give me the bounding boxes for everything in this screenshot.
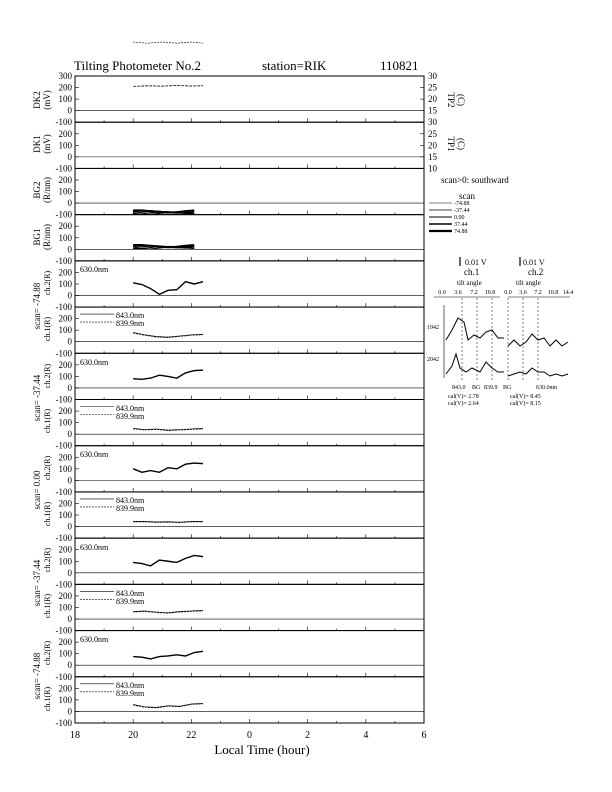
ch1-label-3: ch.1(R) — [43, 501, 52, 527]
bg2-label: BG2 — [32, 181, 42, 199]
panel-1 — [56, 71, 425, 127]
y-tick-label: 0 — [67, 660, 72, 671]
tp-tick-label: 30 — [428, 117, 437, 128]
wl-630-4: 630.0nm — [80, 543, 109, 552]
ch2-label-2: ch.2(R) — [43, 363, 52, 389]
wl-630-1: 630.0nm — [80, 265, 109, 274]
ch2-label-1: ch.2(R) — [43, 270, 52, 296]
panel-frame — [75, 538, 424, 584]
ch1-label-4: ch.1(R) — [43, 593, 52, 619]
wl-839-1: 839.9nm — [116, 319, 145, 328]
scan-legend-title: scan — [459, 191, 475, 201]
scan-legend-label: 74.88 — [454, 229, 468, 235]
y-tick-label: 0 — [67, 429, 72, 440]
panels — [56, 42, 438, 728]
x-tick-label: 2 — [305, 730, 311, 741]
y-tick-label: 0 — [67, 475, 72, 486]
inset-curve — [446, 354, 504, 374]
scan-legend-label: -74.88 — [454, 201, 470, 207]
y-tick-label: 100 — [58, 325, 72, 336]
x-tick-label: 20 — [128, 730, 139, 741]
inset-ch2-sub: tilt angle — [516, 279, 541, 287]
panel-frame — [75, 122, 424, 168]
inset-row-2042: 2042 — [427, 357, 439, 363]
y-tick-label: -100 — [55, 117, 72, 128]
y-tick-label: 200 — [58, 313, 72, 324]
tp-tick-label: 10 — [428, 163, 437, 174]
bg1-unit: (R/nm) — [42, 224, 52, 250]
y-tick-label: 100 — [58, 602, 72, 613]
bg1-label: BG1 — [32, 228, 42, 246]
y-tick-label: 0 — [67, 151, 72, 162]
y-tick-label: -100 — [55, 440, 72, 451]
inset-cal-ch1-b: cal(V)= 2.64 — [448, 401, 479, 407]
y-tick-label: 200 — [58, 590, 72, 601]
x-axis-label: Local Time (hour) — [214, 742, 310, 757]
y-tick-label: 200 — [58, 544, 72, 555]
panel-7 — [56, 353, 425, 404]
inset-scale-1: 0.01 V — [465, 258, 487, 267]
y-tick-label: -100 — [55, 255, 72, 266]
panel-frame — [75, 261, 424, 307]
bg2-unit: (R/nm) — [42, 177, 52, 203]
y-tick-label: -100 — [55, 209, 72, 220]
panel-14 — [56, 677, 425, 728]
ch2-label-4: ch.2(R) — [43, 547, 52, 573]
dk1-unit: (mV) — [42, 134, 52, 154]
y-tick-label: 200 — [58, 359, 72, 370]
tp2-unit: (C) — [456, 94, 466, 106]
y-tick-label: 200 — [58, 267, 72, 278]
y-tick-label: 100 — [58, 232, 72, 243]
y-tick-label: 100 — [58, 648, 72, 659]
y-tick-label: -100 — [55, 348, 72, 359]
inset-ch1-title: ch.1 — [464, 267, 480, 277]
series-630-line — [133, 555, 203, 565]
y-tick-label: 200 — [58, 174, 72, 185]
panel-4 — [56, 215, 425, 266]
wl-630-5: 630.0nm — [80, 635, 109, 644]
panel-6 — [56, 307, 425, 358]
y-tick-label: 0 — [67, 521, 72, 532]
x-tick-label: 4 — [363, 730, 369, 741]
wl-843-1: 843.0nm — [116, 311, 145, 320]
y-tick-label: 200 — [58, 406, 72, 417]
x-tick-label: 22 — [186, 730, 197, 741]
tp1-label: TP1 — [446, 136, 456, 152]
panel-3 — [56, 168, 425, 219]
y-tick-label: 100 — [58, 371, 72, 382]
scan-label-3: scan= 0.00 — [32, 470, 42, 510]
panel-frame — [75, 168, 424, 214]
inset-bottom-630: 630.0nm — [536, 385, 558, 391]
wl-843-3: 843.0nm — [116, 496, 145, 505]
x-tick-label: 0 — [247, 730, 252, 741]
panel-labels — [32, 90, 466, 711]
scan-label-5: scan= -74.88 — [32, 652, 42, 700]
ch2-label-5: ch.2(R) — [43, 640, 52, 666]
panel-frame — [75, 215, 424, 261]
scan-legend — [429, 201, 470, 235]
panel-frame — [75, 353, 424, 399]
series-839-line — [133, 522, 203, 523]
y-tick-label: 0 — [67, 198, 72, 209]
wl-839-3: 839.9nm — [116, 504, 145, 513]
y-tick-label: 100 — [58, 140, 72, 151]
dk2-label: DK2 — [32, 91, 42, 109]
inset-ch2-tick: 14.4 — [562, 290, 574, 296]
y-tick-label: 200 — [58, 452, 72, 463]
y-tick-label: 0 — [67, 706, 72, 717]
series-630-line — [133, 370, 203, 379]
panel-2 — [56, 122, 425, 173]
y-tick-label: 200 — [58, 498, 72, 509]
ch1-label-2: ch.1(R) — [43, 408, 52, 434]
panel-13 — [56, 631, 425, 682]
inset-ch1-tick: 7.2 — [470, 290, 478, 296]
tp-tick-label: 20 — [428, 140, 437, 151]
inset-row-1942: 1942 — [427, 325, 439, 331]
y-tick-label: 200 — [58, 82, 72, 93]
tp-tick-label: 25 — [428, 128, 437, 139]
y-tick-label: 0 — [67, 336, 72, 347]
panel-frame — [75, 631, 424, 677]
panel-10 — [56, 492, 425, 543]
tp-tick-label: 15 — [428, 105, 437, 116]
inset-curve — [446, 318, 504, 340]
inset-cal-ch2-a: cal(V)= 8.45 — [510, 394, 541, 400]
ch1-label-5: ch.1(R) — [43, 686, 52, 712]
inset-bottom-843: 843.0 — [452, 385, 466, 391]
y-tick-label: 0 — [67, 382, 72, 393]
tp-tick-label: 30 — [428, 71, 437, 81]
y-tick-label: -100 — [55, 625, 72, 636]
inset-bottom-bg1: BG — [472, 385, 481, 391]
inset-scale-2: 0.01 V — [523, 258, 545, 267]
tp-tick-label: 25 — [428, 82, 437, 93]
scan-label-4: scan= -37.44 — [32, 559, 42, 607]
y-tick-label: -100 — [55, 718, 72, 728]
dk2-temperature-line — [133, 42, 203, 43]
y-tick-label: 300 — [58, 71, 72, 81]
x-tick-label: 6 — [421, 730, 427, 741]
y-tick-label: 100 — [58, 510, 72, 521]
panel-12 — [56, 584, 425, 635]
panel-11 — [56, 538, 425, 589]
y-tick-label: 100 — [58, 556, 72, 567]
scan-label-1: scan= -74.88 — [32, 282, 42, 330]
y-tick-label: 100 — [58, 186, 72, 197]
y-tick-label: 100 — [58, 94, 72, 105]
wl-630-3: 630.0nm — [80, 450, 109, 459]
inset-bottom-839: 839.9 — [484, 385, 498, 391]
y-tick-label: 100 — [58, 278, 72, 289]
scan-legend-label: 37.44 — [454, 222, 468, 228]
series-843-line — [133, 332, 203, 337]
y-tick-label: -100 — [55, 486, 72, 497]
y-tick-label: 0 — [67, 290, 72, 301]
dk2-line — [133, 85, 203, 86]
y-tick-label: 200 — [58, 637, 72, 648]
inset-panel — [427, 257, 573, 407]
inset-cal-ch2-b: cal(V)= 8.15 — [510, 401, 541, 407]
inset-cal-ch1-a: cal(V)= 2.78 — [448, 394, 479, 400]
dk1-label: DK1 — [32, 135, 42, 153]
inset-bottom-bg2: BG — [503, 385, 512, 391]
panel-frame — [75, 76, 424, 122]
wl-630-2: 630.0nm — [80, 358, 109, 367]
wl-843-4: 843.0nm — [116, 589, 145, 598]
wl-843-5: 843.0nm — [116, 681, 145, 690]
y-tick-label: -100 — [55, 163, 72, 174]
inset-ch2-title: ch.2 — [528, 267, 544, 277]
y-tick-label: 0 — [67, 614, 72, 625]
wl-839-4: 839.9nm — [116, 597, 145, 606]
inset-ch2-tick: 10.8 — [547, 290, 559, 296]
panel-8 — [56, 400, 425, 451]
scan-legend-label: -37.44 — [454, 208, 470, 214]
panel-frame — [75, 446, 424, 492]
panel-9 — [56, 446, 425, 497]
y-tick-label: 0 — [67, 105, 72, 116]
inset-ch2-tick: 0.0 — [504, 290, 512, 296]
title: Tilting Photometer No.2 — [74, 58, 202, 73]
panel-5 — [56, 261, 425, 312]
ch2-label-3: ch.2(R) — [43, 455, 52, 481]
series-630-line — [133, 463, 203, 472]
wavelength-labels — [80, 265, 145, 698]
tp2-label: TP2 — [446, 92, 456, 108]
inset-ch2-tick: 3.6 — [519, 290, 527, 296]
inset-ch1-tick: 0.0 — [438, 290, 446, 296]
header — [74, 58, 419, 73]
tp-tick-label: 20 — [428, 94, 437, 105]
scan-legend-label: 0.00 — [454, 215, 465, 221]
dk2-unit: (mV) — [42, 90, 52, 110]
inset-ch1-tick: 3.6 — [454, 290, 462, 296]
series-843-line — [133, 703, 203, 707]
tp-tick-label: 15 — [428, 151, 437, 162]
wl-839-5: 839.9nm — [116, 689, 145, 698]
ch1-label-1: ch.1(R) — [43, 316, 52, 342]
date: 110821 — [380, 58, 419, 73]
x-axis — [70, 730, 427, 741]
wl-843-2: 843.0nm — [116, 404, 145, 413]
inset-ch1-tick: 10.8 — [484, 290, 496, 296]
y-tick-label: 200 — [58, 221, 72, 232]
y-tick-label: 100 — [58, 463, 72, 474]
inset-ch1-sub: tilt angle — [457, 279, 482, 287]
wl-839-2: 839.9nm — [116, 412, 145, 421]
y-tick-label: 0 — [67, 244, 72, 255]
x-tick-label: 18 — [70, 730, 80, 741]
y-tick-label: -100 — [55, 533, 72, 544]
station: station=RIK — [262, 58, 327, 73]
tp1-unit: (C) — [456, 138, 466, 150]
y-tick-label: 200 — [58, 128, 72, 139]
y-tick-label: -100 — [55, 394, 72, 405]
inset-ch2-tick: 7.2 — [534, 290, 542, 296]
series-630-line — [133, 651, 203, 659]
y-tick-label: 200 — [58, 683, 72, 694]
y-tick-label: -100 — [55, 302, 72, 313]
y-tick-label: -100 — [55, 579, 72, 590]
y-tick-label: 100 — [58, 694, 72, 705]
scan-note: scan>0: southward — [441, 175, 509, 185]
y-tick-label: -100 — [55, 671, 72, 682]
scan-label-2: scan= -37.44 — [32, 374, 42, 422]
y-tick-label: 0 — [67, 567, 72, 578]
y-tick-label: 100 — [58, 417, 72, 428]
series-630-line — [133, 282, 203, 295]
